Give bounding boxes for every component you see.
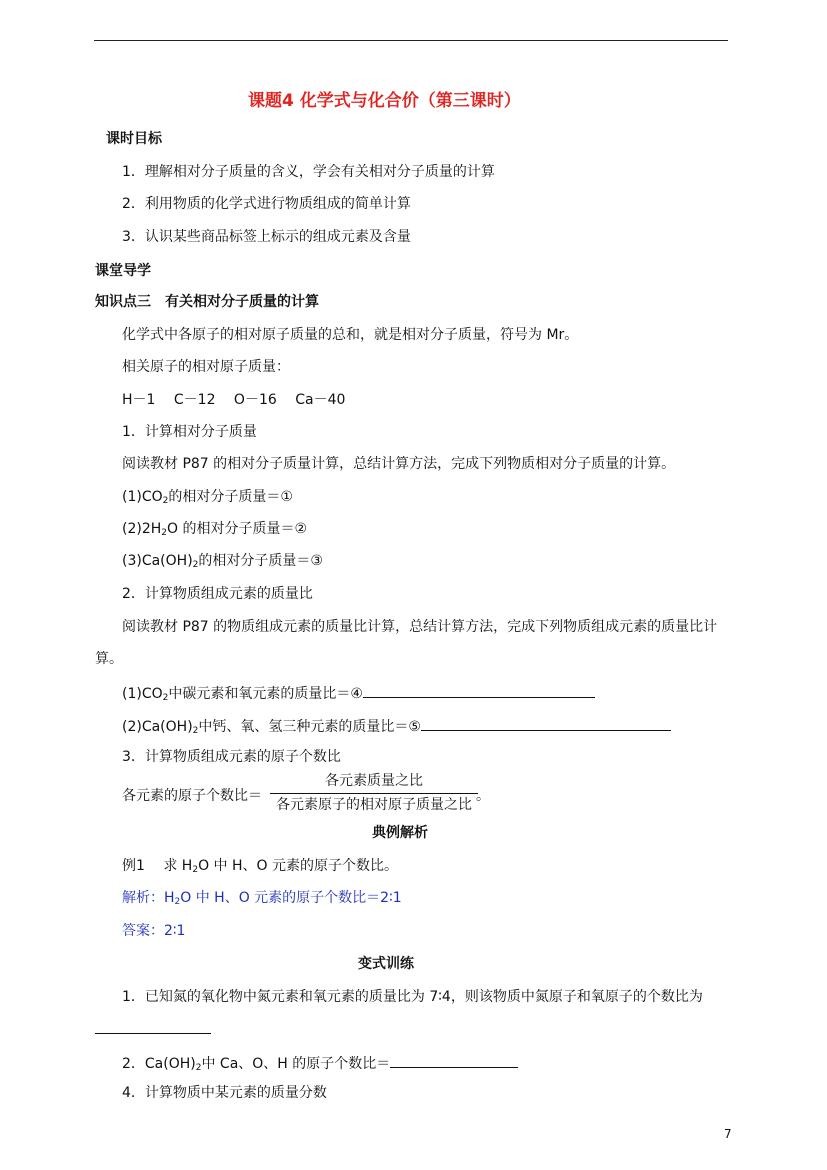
ratio-formula [270, 772, 478, 816]
answer-blank-4[interactable] [363, 683, 595, 698]
formula-lhs: 各元素的原子个数比＝ [122, 788, 262, 804]
objective-item: 1．理解相对分子质量的含义，学会有关相对分子质量的计算 [122, 164, 495, 180]
section-1-heading: 1．计算相对分子质量 [122, 424, 257, 440]
page-title: 课题4 化学式与化合价（第三课时） [248, 91, 521, 111]
section-4-heading: 4．计算物质中某元素的质量分数 [122, 1085, 327, 1101]
masses-label: 相关原子的相对原子质量： [122, 359, 290, 375]
section-2-text-cont: 算。 [95, 651, 123, 667]
answer-blank-p2[interactable] [390, 1053, 518, 1068]
section-1-text: 阅读教材 P87 的相对分子质量计算，总结计算方法，完成下列物质相对分子质量的计算。 [122, 456, 676, 472]
answer-blank-5[interactable] [421, 716, 671, 731]
question-2: $(2)2H_2O$ 的相对分子质量＝② [122, 521, 308, 538]
definition-text: 化学式中各原子的相对原子质量的总和，就是相对分子质量，符号为 Mr。 [122, 327, 579, 343]
objective-item: 2．利用物质的化学式进行物质组成的简单计算 [122, 196, 411, 212]
practice-heading: 变式训练 [358, 956, 414, 972]
fraction-bar [270, 793, 478, 794]
section-2-text: 阅读教材 P87 的物质组成元素的质量比计算，总结计算方法，完成下列物质组成元素的质量比计 [122, 619, 718, 635]
answer-blank-p1[interactable] [95, 1019, 211, 1034]
example-answer: 答案：2∶1 [122, 923, 186, 939]
formula-end: 。 [476, 788, 490, 804]
formula-numerator: 各元素质量之比 [325, 773, 423, 789]
objectives-heading: 课时目标 [106, 131, 162, 147]
example-heading: 典例解析 [372, 825, 428, 841]
question-4: $(1)CO_2$中碳元素和氧元素的质量比＝④ [122, 683, 595, 703]
knowledge-heading: 知识点三 有关相对分子质量的计算 [95, 294, 319, 310]
question-5: $(2)Ca(OH)_2$中钙、氧、氢三种元素的质量比＝⑤ [122, 716, 671, 736]
guide-heading: 课堂导学 [95, 263, 151, 279]
formula-denominator: 各元素原子的相对原子质量之比 [276, 797, 472, 813]
objective-item: 3．认识某些商品标签上标示的组成元素及含量 [122, 229, 411, 245]
section-3-heading: 3．计算物质组成元素的原子个数比 [122, 749, 341, 765]
question-3: $(3)Ca(OH)_2$的相对分子质量＝③ [122, 553, 323, 570]
example-question: 例1 求 $H_2O$ 中 H、O 元素的原子个数比。 [122, 858, 398, 875]
question-1: $(1)CO_2$的相对分子质量＝① [122, 489, 293, 506]
page-number: 7 [724, 1127, 732, 1141]
header-rule [94, 40, 728, 41]
practice-1-blank-line [95, 1019, 211, 1039]
practice-2: 2．$Ca(OH)_2$中 Ca、O、H 的原子个数比＝ [122, 1053, 518, 1073]
practice-1: 1．已知氮的氧化物中氮元素和氧元素的质量比为 7∶4，则该物质中氮原子和氧原子的个数比为 [122, 989, 703, 1005]
example-analysis: 解析：$H_2O$ 中 H、O 元素的原子个数比＝2∶1 [122, 890, 402, 907]
section-2-heading: 2．计算物质组成元素的质量比 [122, 586, 313, 602]
atomic-masses: H－1 C－12 O－16 Ca－40 [122, 392, 346, 408]
